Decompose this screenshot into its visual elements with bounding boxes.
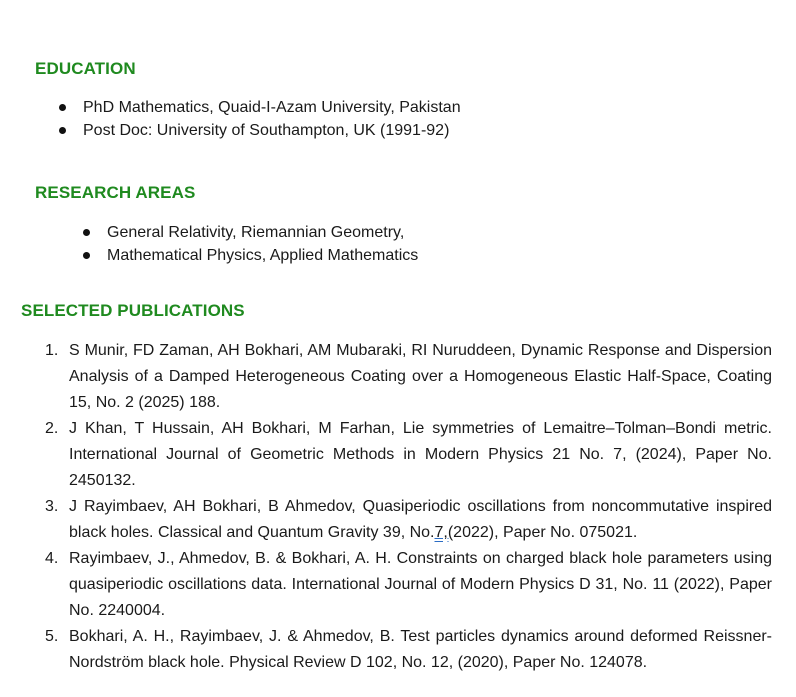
publications-list: [45, 338, 772, 676]
research-areas-list: [107, 221, 418, 267]
publication-number: 5.: [45, 628, 59, 645]
bullet-icon: [59, 127, 66, 134]
publication-number: 1.: [45, 342, 59, 359]
publication-text: J Khan, T Hussain, AH Bokhari, M Farhan, Lie symmetries of Lemaitre–Tolman–Bondi metric. International Journal of Geometric Methods in Modern Physics 21 No. 7, (2024), Paper No. 2450132.: [69, 420, 772, 489]
publication-item: [45, 416, 772, 494]
publication-text: S Munir, FD Zaman, AH Bokhari, AM Mubaraki, RI Nuruddeen, Dynamic Response and Dispersion Analysis of a Damped Heterogeneous Coating over a Homogeneous Elastic Half-Space, Coating 15, No. 2 (2025) 188.: [69, 342, 772, 411]
publication-text-continued: 2022), Paper No. 075021.: [453, 524, 638, 541]
publication-text: J Rayimbaev, AH Bokhari, B Ahmedov, Quasiperiodic oscillations from noncommutative inspired black holes. Classical and Quantum Gravity 39, No.: [69, 498, 772, 541]
publication-item: [45, 546, 772, 624]
education-heading: EDUCATION: [35, 59, 136, 78]
publication-item: [45, 494, 772, 546]
list-item: [83, 119, 461, 142]
bullet-icon: [83, 229, 90, 236]
bullet-icon: [83, 252, 90, 259]
research-areas-heading: RESEARCH AREAS: [35, 183, 196, 202]
publication-item: [45, 624, 772, 676]
publication-text: Rayimbaev, J., Ahmedov, B. & Bokhari, A. H. Constraints on charged black hole parameters using quasiperiodic oscillations data. International Journal of Modern Physics D 31, No. 11 (2022), Paper No. 2240004.: [69, 550, 772, 619]
research-item-text: General Relativity, Riemannian Geometry,: [107, 224, 405, 241]
education-item-text: Post Doc: University of Southampton, UK (1991-92): [83, 122, 450, 139]
publication-number: 4.: [45, 550, 59, 567]
list-item: [107, 244, 418, 267]
publication-item: [45, 338, 772, 416]
list-item: [83, 96, 461, 119]
education-item-text: PhD Mathematics, Quaid-I-Azam University, Pakistan: [83, 99, 461, 116]
publication-number: 2.: [45, 420, 59, 437]
publication-text: Bokhari, A. H., Rayimbaev, J. & Ahmedov, B. Test particles dynamics around deformed Reissner-Nordström black hole. Physical Review D 102, No. 12, (2020), Paper No. 124078.: [69, 628, 772, 671]
bullet-icon: [59, 104, 66, 111]
list-item: [107, 221, 418, 244]
grammar-check-marked-text[interactable]: 7,(: [434, 524, 454, 541]
selected-publications-heading: SELECTED PUBLICATIONS: [21, 301, 245, 320]
publication-number: 3.: [45, 498, 59, 515]
education-list: [83, 96, 461, 142]
research-item-text: Mathematical Physics, Applied Mathematics: [107, 247, 419, 264]
